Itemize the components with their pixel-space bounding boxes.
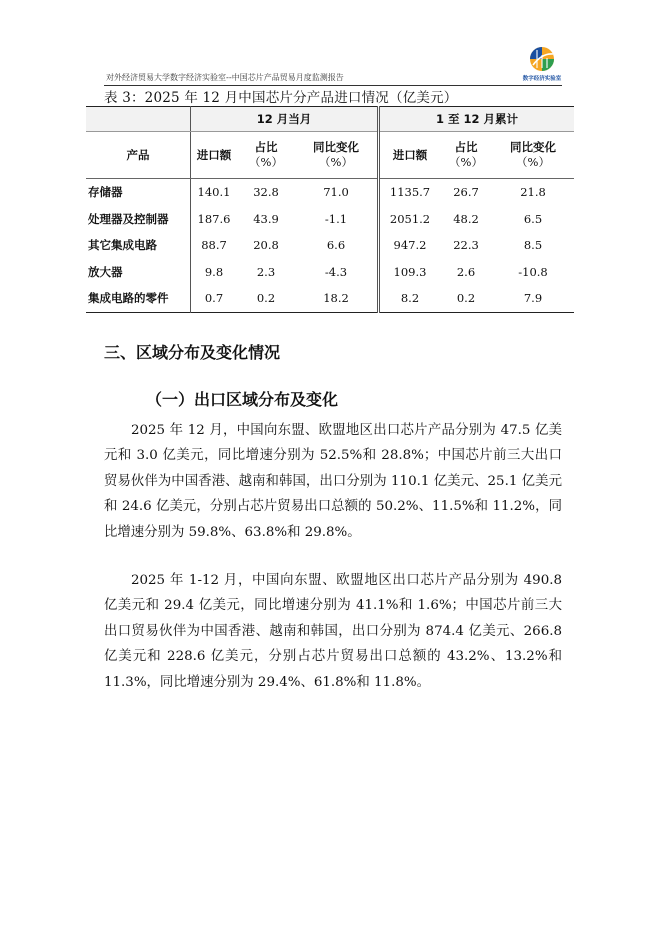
cell-month-share: 43.9: [253, 211, 279, 226]
lab-logo-icon: [520, 44, 564, 76]
col-month-share: 占比 （%）: [237, 132, 295, 179]
cell-month-yoy: 6.6: [295, 232, 379, 259]
cell-cum-share: 22.3: [453, 238, 479, 253]
cell-month-share: 20.8: [253, 238, 279, 253]
col-cum-yoy: 同比变化 （%）: [492, 132, 574, 179]
cell-cum-yoy: 8.5: [523, 238, 543, 253]
cell-month-share: 0.2: [256, 291, 276, 306]
lab-logo: [520, 44, 564, 84]
cell-cum-share: 0.2: [456, 291, 476, 306]
table-row: [86, 179, 574, 206]
group-month: 12 月当月: [191, 107, 379, 132]
group-cumulative: 1 至 12 月累计: [379, 107, 575, 132]
paragraph-december: 2025 年 12 月，中国向东盟、欧盟地区出口芯片产品分别为 47.5 亿美元和 3.0 亿美元，同比增速分别为 52.5%和 28.8%；中国芯片前三大出口贸易伙伴为中国香港、越南和韩国，出口分别为 110.1 亿美元、25.1 亿美元和 24.6 亿美元，分别占芯片贸易出口总额的 50.2%、11.5%和 11.2%，同比增速分别为 59.8%、63.8%和 29.8%。: [104, 423, 562, 540]
cell-product: 其它集成电路: [86, 232, 191, 259]
table-row: [86, 285, 574, 312]
col-cum-share: 占比 （%）: [440, 132, 492, 179]
cell-cum-yoy: 6.5: [523, 211, 543, 226]
cell-cum-share: 2.6: [456, 264, 476, 279]
cell-month-yoy: -1.1: [295, 206, 379, 233]
paragraph-annual: 2025 年 1-12 月，中国向东盟、欧盟地区出口芯片产品分别为 490.8 亿美元和 29.4 亿美元，同比增速分别为 41.1%和 1.6%；中国芯片前三大出口贸易伙伴为中国香港、越南和韩国，出口分别为 874.4 亿美元、266.8 亿美元和 228.6 亿美元，分别占芯片贸易出口总额的 43.2%、13.2%和 11.3%，同比增速分别为 29.4%、61.8%和 11.8%。: [104, 573, 562, 690]
cell-cum-import: 947.2: [393, 238, 427, 253]
cell-month-yoy: 18.2: [295, 285, 379, 312]
cell-month-share: 32.8: [253, 185, 279, 200]
import-table: [86, 106, 574, 313]
cell-product: 放大器: [86, 259, 191, 286]
cell-cum-import: 1135.7: [389, 185, 431, 200]
cell-cum-share: 26.7: [453, 185, 479, 200]
page-header: [104, 68, 574, 86]
cell-product: 存储器: [86, 179, 191, 206]
table-row: [86, 259, 574, 286]
table-group-header: [86, 107, 574, 132]
col-month-import: 进口额: [191, 132, 238, 179]
cell-product: 集成电路的零件: [86, 285, 191, 312]
table-row: [86, 206, 574, 233]
cell-month-import: 88.7: [201, 238, 227, 253]
cell-month-yoy: 71.0: [295, 179, 379, 206]
table-caption: 表 3：2025 年 12 月中国芯片分产品进口情况（亿美元）: [104, 90, 458, 106]
cell-cum-share: 48.2: [453, 211, 479, 226]
cell-cum-import: 2051.2: [389, 211, 431, 226]
logo-caption: 数字经济实验室: [522, 76, 562, 82]
cell-cum-yoy: -10.8: [518, 264, 548, 279]
table-column-header: [86, 132, 574, 179]
cell-month-import: 140.1: [197, 185, 231, 200]
group-blank: [86, 107, 191, 132]
cell-cum-import: 8.2: [400, 291, 420, 306]
cell-month-yoy: -4.3: [295, 259, 379, 286]
table-row: [86, 232, 574, 259]
cell-cum-import: 109.3: [393, 264, 427, 279]
section-heading: 三、区域分布及变化情况: [104, 343, 281, 362]
cell-month-share: 2.3: [256, 264, 276, 279]
cell-cum-yoy: 21.8: [520, 185, 546, 200]
col-cum-import: 进口额: [379, 132, 441, 179]
cell-month-import: 0.7: [204, 291, 224, 306]
subsection-heading: （一）出口区域分布及变化: [146, 390, 339, 409]
cell-product: 处理器及控制器: [86, 206, 191, 233]
cell-cum-yoy: 7.9: [523, 291, 543, 306]
cell-month-import: 187.6: [197, 211, 231, 226]
header-text: 对外经济贸易大学数字经济实验室--中国芯片产品贸易月度监测报告: [106, 73, 344, 82]
col-product: 产品: [86, 132, 191, 179]
col-month-yoy: 同比变化 （%）: [295, 132, 379, 179]
cell-month-import: 9.8: [204, 264, 224, 279]
